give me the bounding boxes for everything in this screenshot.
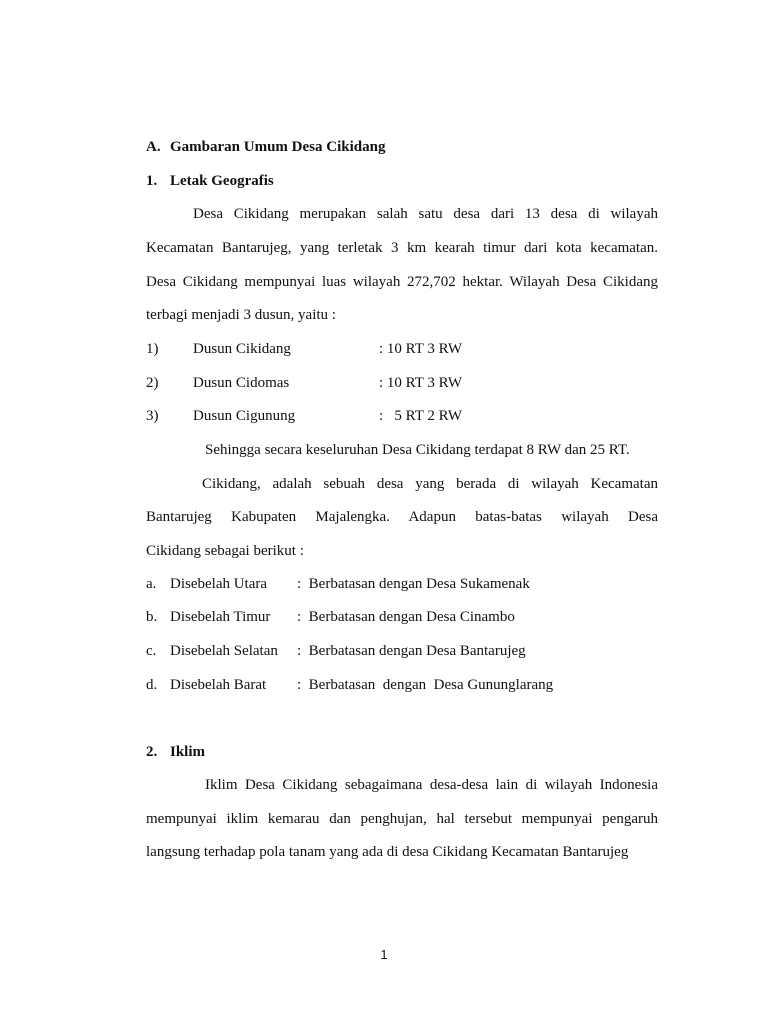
paragraph-3-line: mempunyai iklim kemarau dan penghujan, hal tersebut mempunyai pengaruh xyxy=(146,811,658,827)
paragraph-1-line: terbagi menjadi 3 dusun, yaitu : xyxy=(146,307,336,323)
subsection-1-title: Letak Geografis xyxy=(170,173,274,189)
paragraph-2-line: Cikidang sebagai berikut : xyxy=(146,543,304,559)
dusun-name: Dusun Cigunung xyxy=(193,408,296,424)
section-a-marker: A. xyxy=(146,139,161,155)
border-side: Disebelah Barat xyxy=(170,677,267,693)
border-value: : Berbatasan dengan Desa Gununglarang xyxy=(297,677,554,693)
border-value: : Berbatasan dengan Desa Cinambo xyxy=(297,609,515,625)
border-side: Disebelah Timur xyxy=(170,609,271,625)
paragraph-2-line: Bantarujeg Kabupaten Majalengka. Adapun batas-batas wilayah Desa xyxy=(146,509,658,525)
border-letter: b. xyxy=(146,609,158,625)
subsection-2-marker: 2. xyxy=(146,744,158,760)
dusun-number: 3) xyxy=(146,408,159,424)
paragraph-1-line: Kecamatan Bantarujeg, yang terletak 3 km kearah timur dari kota kecamatan. xyxy=(146,240,658,256)
border-side: Disebelah Utara xyxy=(170,576,268,592)
border-value: : Berbatasan dengan Desa Sukamenak xyxy=(297,576,530,592)
dusun-number: 1) xyxy=(146,341,159,357)
border-letter: c. xyxy=(146,643,157,659)
paragraph-3-line: langsung terhadap pola tanam yang ada di desa Cikidang Kecamatan Bantarujeg xyxy=(146,844,629,860)
dusun-value: : 5 RT 2 RW xyxy=(379,408,462,424)
paragraph-2-line: Cikidang, adalah sebuah desa yang berada di wilayah Kecamatan xyxy=(202,476,658,492)
border-side: Disebelah Selatan xyxy=(170,643,278,659)
paragraph-1-line: Desa Cikidang merupakan salah satu desa dari 13 desa di wilayah xyxy=(193,206,658,222)
dusun-value: : 10 RT 3 RW xyxy=(379,341,462,357)
subsection-1-marker: 1. xyxy=(146,173,158,189)
summary-line: Sehingga secara keseluruhan Desa Cikidang terdapat 8 RW dan 25 RT. xyxy=(205,442,630,458)
border-letter: a. xyxy=(146,576,157,592)
paragraph-1-line: Desa Cikidang mempunyai luas wilayah 272,702 hektar. Wilayah Desa Cikidang xyxy=(146,274,658,290)
border-letter: d. xyxy=(146,677,158,693)
dusun-value: : 10 RT 3 RW xyxy=(379,375,462,391)
border-value: : Berbatasan dengan Desa Bantarujeg xyxy=(297,643,526,659)
subsection-2-title: Iklim xyxy=(170,744,206,760)
paragraph-3-line: Iklim Desa Cikidang sebagaimana desa-desa lain di wilayah Indonesia xyxy=(205,777,658,793)
page-number: 1 xyxy=(380,947,388,962)
dusun-name: Dusun Cidomas xyxy=(193,375,290,391)
dusun-name: Dusun Cikidang xyxy=(193,341,291,357)
section-a-title: Gambaran Umum Desa Cikidang xyxy=(170,139,386,155)
dusun-number: 2) xyxy=(146,375,159,391)
